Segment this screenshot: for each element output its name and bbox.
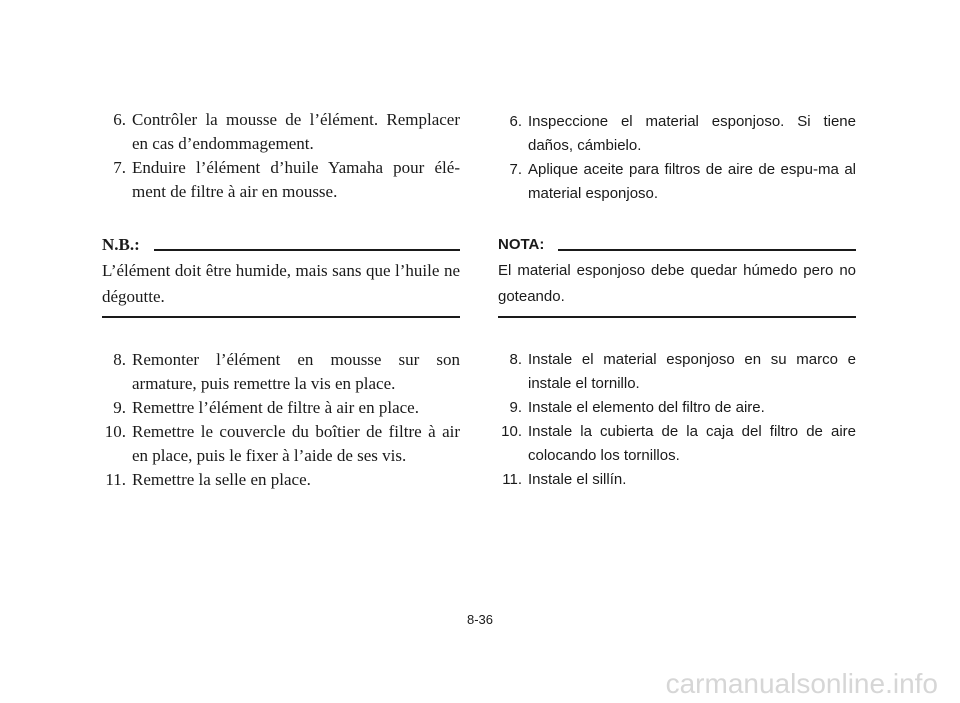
list-item: [498, 348, 856, 396]
step-text: Instale el sillín.: [528, 471, 627, 488]
step-number: 6.: [509, 113, 522, 130]
step-text: Inspeccione el material esponjoso. Si tiene daños, cámbielo.: [528, 113, 856, 154]
note-text: L’élément doit être humide, mais sans que l’huile ne dégoutte.: [102, 261, 460, 306]
note-header: [102, 232, 460, 258]
step-number: 11.: [105, 470, 126, 489]
note-label: NOTA:: [498, 236, 545, 253]
list-item: [498, 110, 856, 158]
step-text: Contrôler la mousse de l’élément. Remplacer en cas d’endommagement.: [132, 110, 460, 153]
list-item: [498, 158, 856, 206]
spanish-note: [498, 232, 856, 318]
list-item: [498, 420, 856, 468]
note-label: N.B.:: [102, 235, 140, 254]
step-number: 7.: [509, 161, 522, 178]
step-number: 9.: [113, 398, 126, 417]
list-item: [498, 396, 856, 420]
list-item: [102, 420, 460, 468]
list-item: [498, 468, 856, 492]
step-number: 9.: [509, 399, 522, 416]
list-item: [102, 396, 460, 420]
step-number: 11.: [502, 471, 522, 488]
step-text: Instale el elemento del filtro de aire.: [528, 399, 765, 416]
step-number: 8.: [509, 351, 522, 368]
step-text: Instale la cubierta de la caja del filtro de aire colocando los tornillos.: [528, 423, 856, 464]
french-steps-top: [102, 108, 460, 204]
step-number: 8.: [113, 350, 126, 369]
spanish-steps-bottom: [498, 348, 856, 492]
step-text: Remettre l’élément de filtre à air en place.: [132, 398, 419, 417]
step-text: Enduire l’élément d’huile Yamaha pour élé-ment de filtre à air en mousse.: [132, 158, 460, 201]
step-number: 10.: [104, 422, 126, 441]
note-text: El material esponjoso debe quedar húmedo pero no goteando.: [498, 262, 856, 305]
step-text: Remettre le couvercle du boîtier de filtre à air en place, puis le fixer à l’aide de ses vis.: [132, 422, 460, 465]
list-item: [102, 156, 460, 204]
step-number: 10.: [501, 423, 522, 440]
list-item: [102, 108, 460, 156]
step-text: Instale el material esponjoso en su marco e instale el tornillo.: [528, 351, 856, 392]
page-number: 8-36: [466, 612, 494, 627]
spanish-steps-top: [498, 110, 856, 206]
note-bottom-rule: [498, 316, 856, 318]
note-rule: [154, 249, 460, 251]
watermark: carmanualsonline.info: [665, 668, 938, 699]
step-number: 7.: [113, 158, 126, 177]
note-rule: [558, 249, 856, 251]
step-text: Aplique aceite para filtros de aire de espu-ma al material esponjoso.: [528, 161, 856, 202]
step-number: 6.: [113, 110, 126, 129]
list-item: [102, 468, 460, 492]
french-note: [102, 232, 460, 318]
french-steps-bottom: [102, 348, 460, 492]
note-header: [498, 232, 856, 258]
note-bottom-rule: [102, 316, 460, 318]
step-text: Remettre la selle en place.: [132, 470, 311, 489]
list-item: [102, 348, 460, 396]
step-text: Remonter l’élément en mousse sur son armature, puis remettre la vis en place.: [132, 350, 460, 393]
